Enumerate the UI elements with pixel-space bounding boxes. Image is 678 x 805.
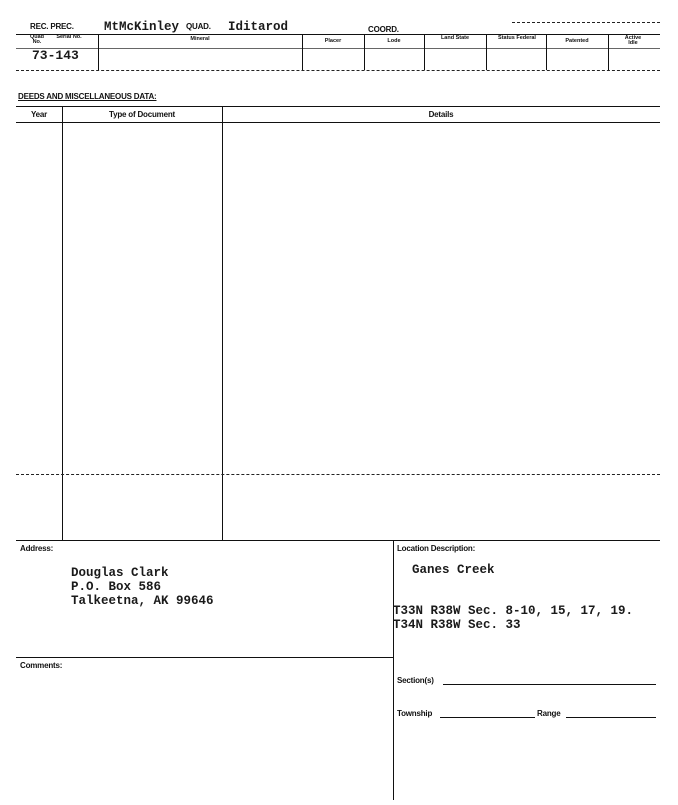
quad-label: QUAD. xyxy=(186,22,211,31)
deeds-separator-dashed xyxy=(16,474,660,475)
location-legal-description: T33N R38W Sec. 8-10, 15, 17, 19. T34N R38W Sec. 33 xyxy=(393,604,634,632)
rec-prec-value: MtMcKinley xyxy=(104,20,180,34)
col-year-header: Year xyxy=(30,110,48,119)
lower-section-top-rule xyxy=(16,540,660,541)
rec-prec-label: REC. PREC. xyxy=(30,22,74,31)
sections-label: Section(s) xyxy=(397,676,434,685)
status-table-top-rule xyxy=(16,34,660,35)
township-fill-line xyxy=(440,717,535,718)
quad-no-label: Quad No. xyxy=(29,34,45,45)
status-table-header-rule xyxy=(16,48,660,49)
status-federal-label: Status Federal xyxy=(498,35,536,41)
land-state-label: Land State xyxy=(440,35,470,41)
location-description-label: Location Description: xyxy=(397,544,476,553)
location-place: Ganes Creek xyxy=(412,563,495,577)
coord-label: COORD. xyxy=(368,25,399,34)
placer-label: Placer xyxy=(324,38,342,44)
lower-section-divider xyxy=(393,540,394,800)
sections-fill-line xyxy=(443,684,656,685)
active-idle-label: Active Idle xyxy=(624,35,642,46)
table-divider xyxy=(424,34,425,70)
col-details-header: Details xyxy=(428,110,454,119)
serial-no-label: Serial No. xyxy=(56,34,82,40)
status-table-bottom-rule xyxy=(16,70,660,71)
mineral-label: Mineral xyxy=(190,36,210,42)
comments-label: Comments: xyxy=(20,661,63,670)
address-comments-rule xyxy=(16,657,393,658)
address-label: Address: xyxy=(20,544,54,553)
range-label: Range xyxy=(537,709,561,718)
coord-rule-dashed xyxy=(512,22,660,23)
township-label: Township xyxy=(397,709,433,718)
table-divider xyxy=(486,34,487,70)
quad-value: Iditarod xyxy=(228,20,289,34)
table-divider xyxy=(608,34,609,70)
deeds-section-title: DEEDS AND MISCELLANEOUS DATA: xyxy=(18,92,157,101)
range-fill-line xyxy=(566,717,656,718)
lode-label: Lode xyxy=(387,38,401,44)
deeds-header-rule xyxy=(16,122,660,123)
col-type-header: Type of Document xyxy=(109,110,175,119)
address-lines: Douglas Clark P.O. Box 586 Talkeetna, AK 99646 xyxy=(71,566,214,608)
deeds-top-rule xyxy=(16,106,660,107)
quad-serial-value: 73-143 xyxy=(32,48,79,63)
patented-label: Patented xyxy=(565,38,589,44)
